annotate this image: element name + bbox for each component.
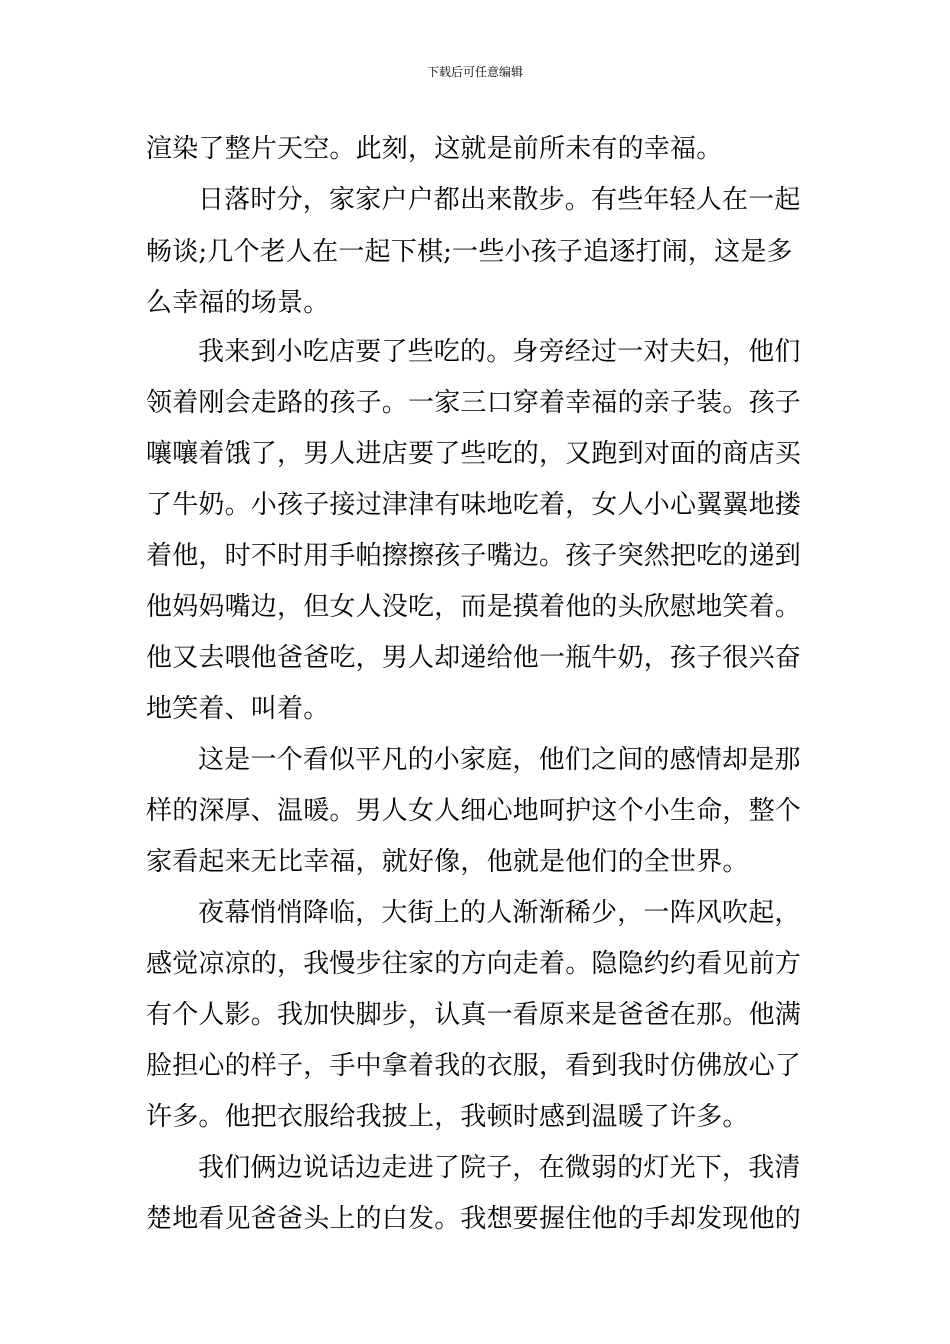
text-line: 楚地看见爸爸头上的白发。我想要握住他的手却发现他的 [146,1204,802,1234]
text-line: 样的深厚、温暖。男人女人细心地呵护这个小生命，整个 [146,796,802,826]
text-line: 着他，时不时用手帕擦擦孩子嘴边。孩子突然把吃的递到 [146,541,802,571]
page-header-watermark: 下载后可任意编辑 [426,65,523,79]
text-line: 夜幕悄悄降临，大街上的人渐渐稀少，一阵风吹起， [198,898,801,928]
text-line: 嚷嚷着饿了，男人进店要了些吃的，又跑到对面的商店买 [146,439,802,469]
text-line: 了牛奶。小孩子接过津津有味地吃着，女人小心翼翼地搂 [146,490,802,520]
text-line: 领着刚会走路的孩子。一家三口穿着幸福的亲子装。孩子 [146,388,802,418]
text-line: 这是一个看似平凡的小家庭，他们之间的感情却是那 [198,745,801,775]
text-line: 地笑着、叫着。 [146,694,330,724]
text-line: 他妈妈嘴边，但女人没吃，而是摸着他的头欣慰地笑着。 [146,592,802,622]
text-line: 他又去喂他爸爸吃，男人却递给他一瓶牛奶，孩子很兴奋 [146,643,802,673]
text-line: 许多。他把衣服给我披上，我顿时感到温暖了许多。 [146,1102,749,1132]
text-line: 么幸福的场景。 [146,288,330,318]
text-line: 我来到小吃店要了些吃的。身旁经过一对夫妇，他们 [198,337,801,367]
text-line: 畅谈;几个老人在一起下棋;一些小孩子追逐打闹，这是多 [146,237,793,267]
text-line: 脸担心的样子，手中拿着我的衣服，看到我时仿佛放心了 [146,1051,802,1081]
text-line: 家看起来无比幸福，就好像，他就是他们的全世界。 [146,847,749,877]
text-line: 感觉凉凉的，我慢步往家的方向走着。隐隐约约看见前方 [146,949,802,979]
text-line: 我们俩边说话边走进了院子，在微弱的灯光下，我清 [198,1153,801,1183]
text-line: 日落时分，家家户户都出来散步。有些年轻人在一起 [198,185,801,215]
text-line: 渲染了整片天空。此刻，这就是前所未有的幸福。 [146,134,723,164]
text-line: 有个人影。我加快脚步，认真一看原来是爸爸在那。他满 [146,1000,802,1030]
